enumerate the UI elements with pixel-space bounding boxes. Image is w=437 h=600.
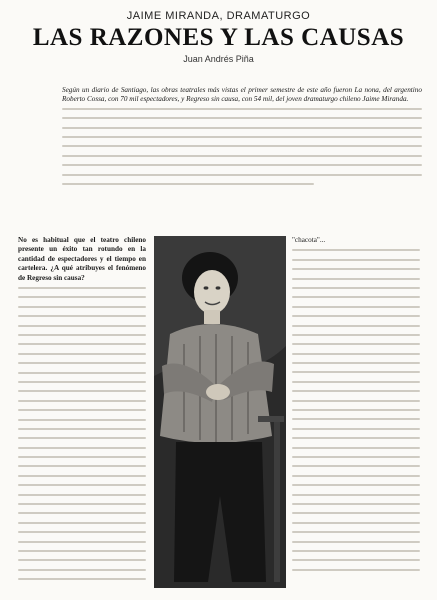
- article-intro: [62, 86, 422, 216]
- author-portrait-photo: [154, 236, 286, 588]
- right-column-opening: "chacota"...: [292, 236, 326, 244]
- article-kicker: JAIME MIRANDA, DRAMATURGO: [126, 10, 311, 22]
- article-column-right: [292, 236, 420, 588]
- interview-question: No es habitual que el teatro chileno presente un éxito tan rotundo en la cantidad de espectadores y el tiempo en cartelera. ¿A qué atribuyes el fenómeno de Regreso sin causa?: [18, 236, 146, 282]
- portrait-illustration: [154, 236, 286, 588]
- intro-paragraph: Según un diario de Santiago, las obras teatrales más vistas el primer semestre de este año fueron La nona, del argentino Roberto Cossa, con 70 mil espectadores, y Regreso sin causa, con 54 mil, del joven dramaturgo chileno Jaime Miranda.: [62, 86, 422, 104]
- article-column-left: [18, 236, 146, 588]
- article-byline: Juan Andrés Piña: [183, 54, 254, 64]
- column-illegible-text: [18, 287, 146, 580]
- intro-illegible-text: [62, 108, 422, 185]
- article-headline: LAS RAZONES Y LAS CAUSAS: [32, 24, 405, 51]
- column-illegible-text: [292, 249, 420, 570]
